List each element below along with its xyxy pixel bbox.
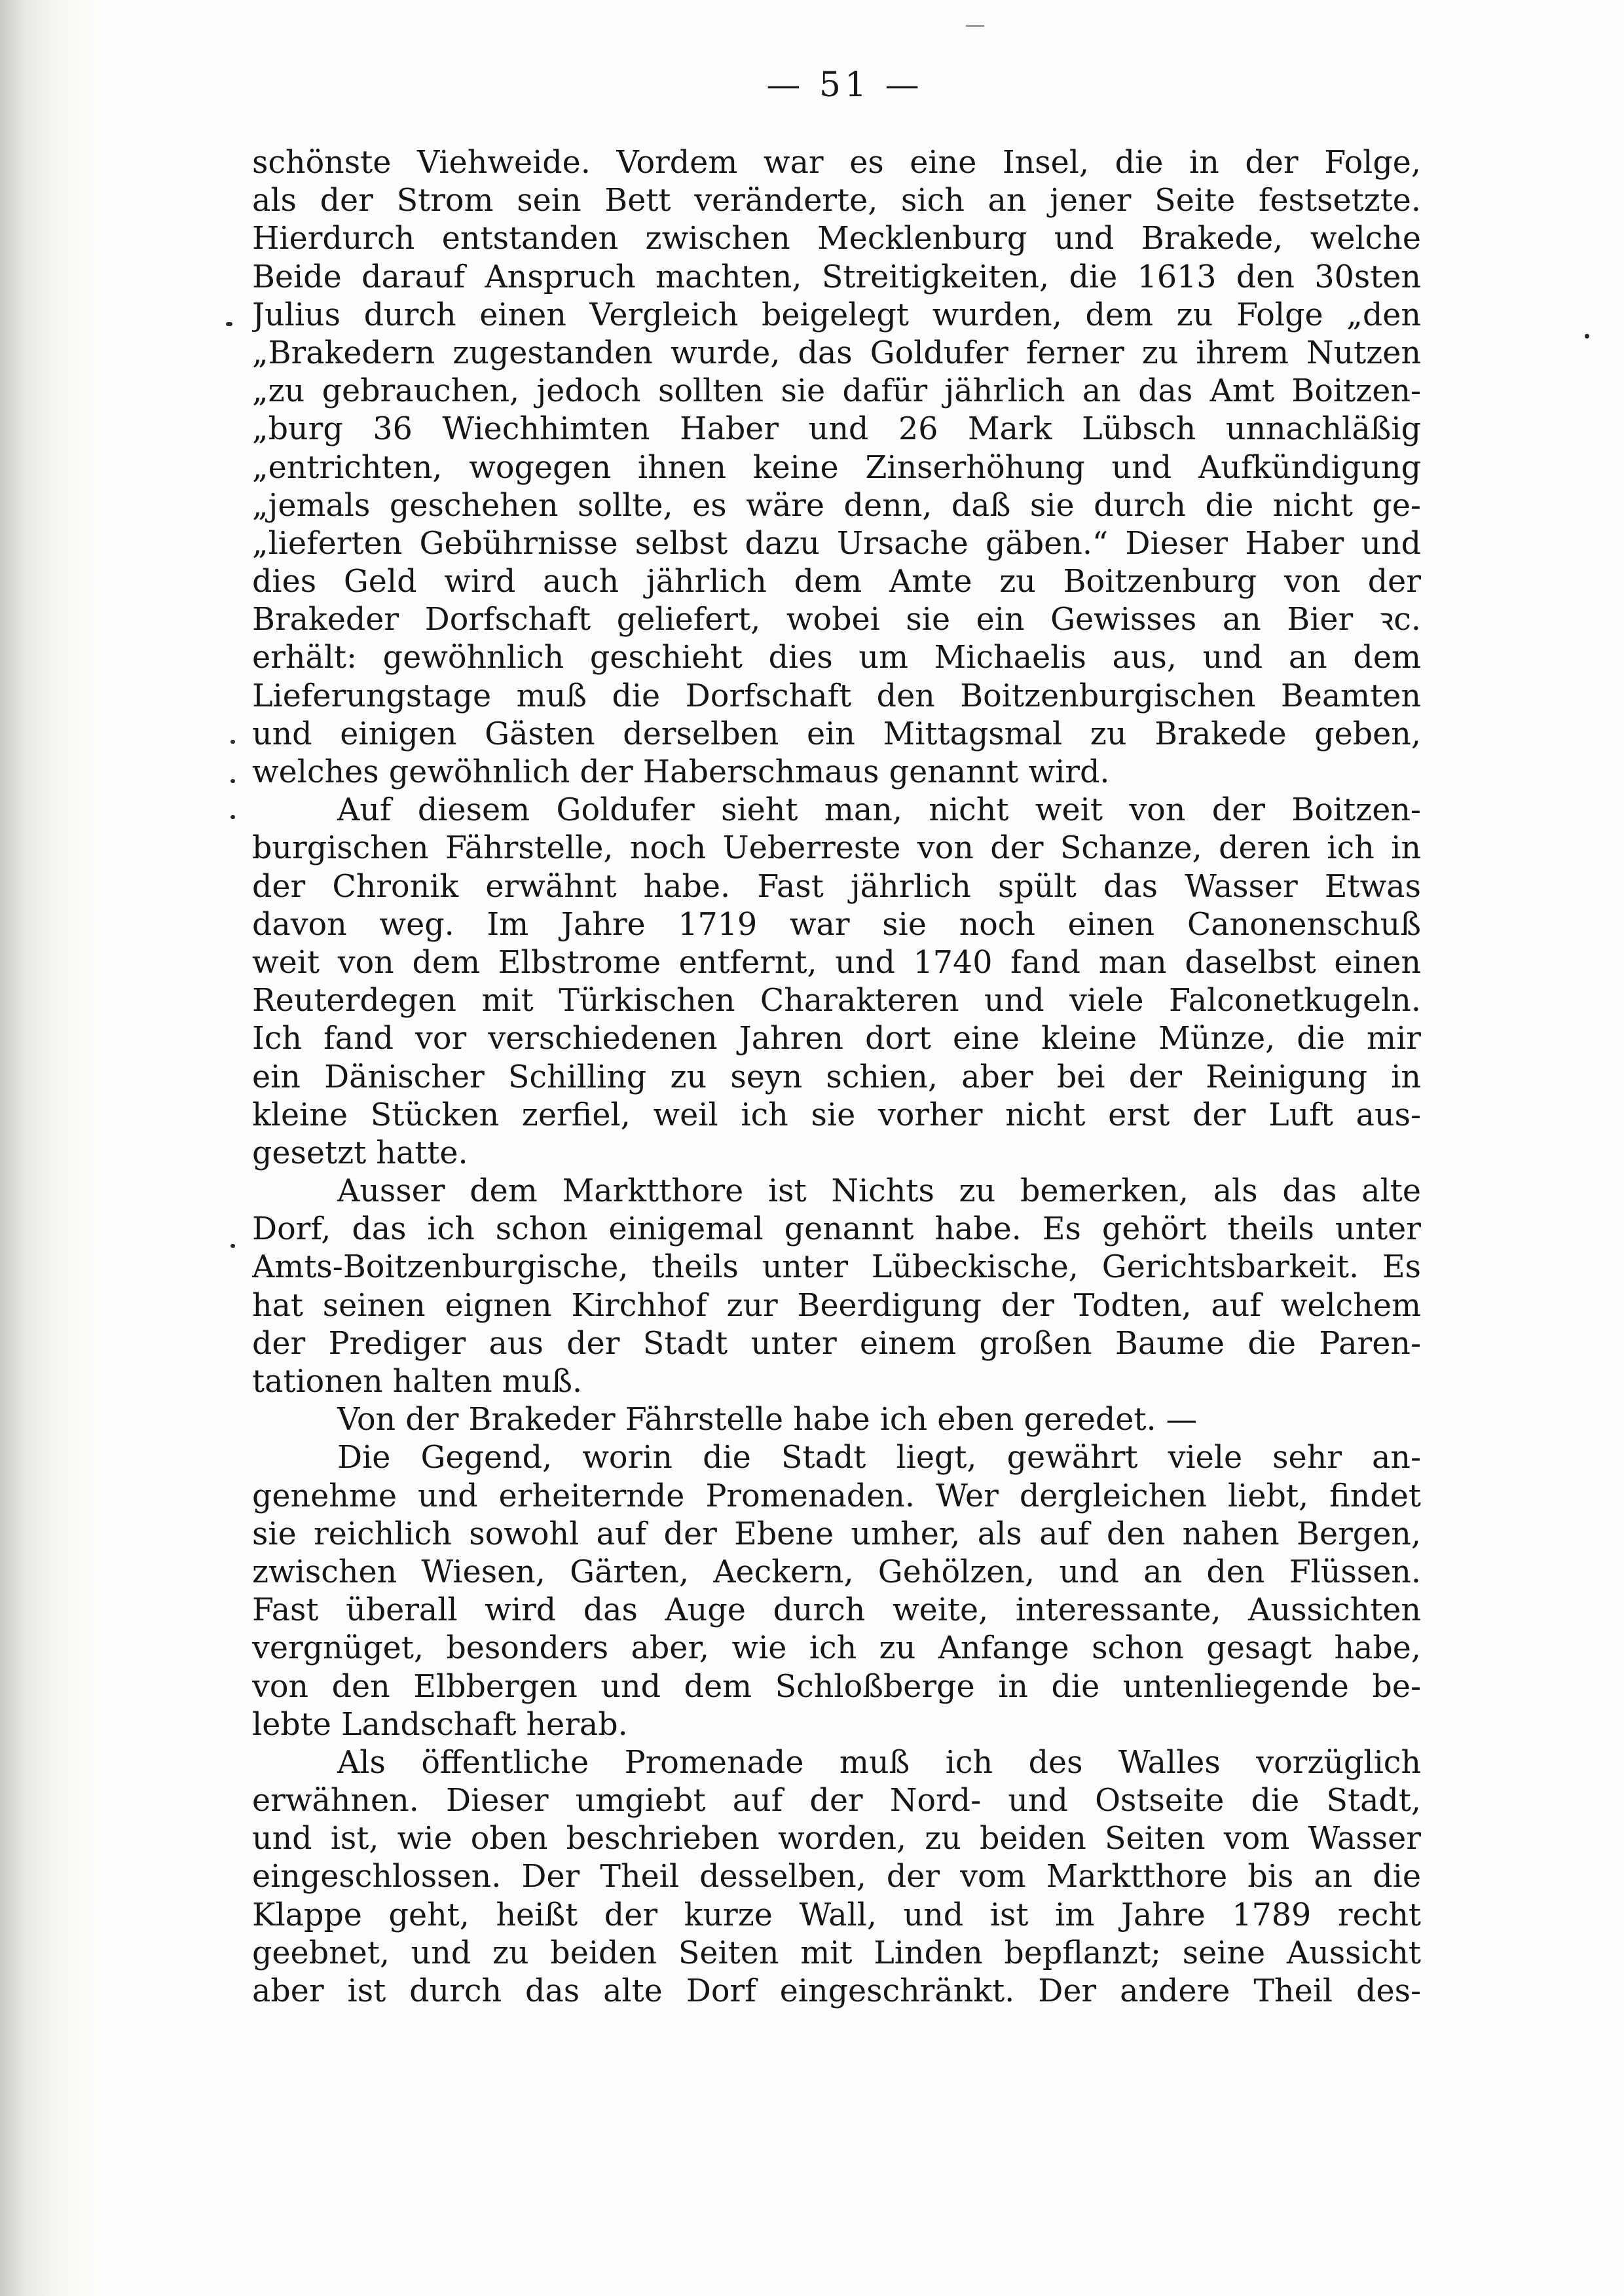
text-line: erhält: gewöhnlich geschieht dies um Michaelis aus, und an dem bbox=[252, 640, 1421, 676]
text-line: lebte Landschaft herab. bbox=[252, 1706, 628, 1743]
text-line: kleine Stücken zerfiel, weil ich sie vorher nicht erst der Luft aus- bbox=[252, 1097, 1421, 1133]
text-line: welches gewöhnlich der Haberschmaus genannt wird. bbox=[252, 754, 1110, 790]
text-line: aber ist durch das alte Dorf eingeschränkt. Der andere Theil des- bbox=[252, 1973, 1421, 2009]
margin-mark bbox=[231, 779, 235, 783]
text-line: Brakeder Dorfschaft geliefert, wobei sie ein Gewisses an Bier ꝛc. bbox=[252, 602, 1421, 638]
scan-mark bbox=[966, 25, 984, 27]
margin-mark bbox=[231, 815, 235, 819]
text-line: Reuterdegen mit Türkischen Charakteren und viele Falconetkugeln. bbox=[252, 983, 1421, 1019]
margin-mark bbox=[231, 740, 235, 744]
text-line: Lieferungstage muß die Dorfschaft den Boitzenburgischen Beamten bbox=[252, 678, 1421, 714]
text-line: „zu gebrauchen, jedoch sollten sie dafür jährlich an das Amt Boitzen- bbox=[252, 373, 1421, 410]
page-number: — 51 — bbox=[766, 65, 923, 105]
text-line: genehme und erheiternde Promenaden. Wer dergleichen liebt, findet bbox=[252, 1478, 1421, 1514]
text-line: gesetzt hatte. bbox=[252, 1135, 468, 1171]
text-line: eingeschlossen. Der Theil desselben, der vom Marktthore bis an die bbox=[252, 1859, 1421, 1895]
text-line: vergnüget, besonders aber, wie ich zu Anfange schon gesagt habe, bbox=[252, 1630, 1421, 1667]
margin-mark bbox=[1585, 334, 1589, 338]
text-line: „lieferten Gebührnisse selbst dazu Ursache gäben.“ Dieser Haber und bbox=[252, 525, 1421, 562]
text-line: zwischen Wiesen, Gärten, Aeckern, Gehölzen, und an den Flüssen. bbox=[252, 1554, 1421, 1590]
margin-mark bbox=[231, 1244, 235, 1248]
text-line: Ausser dem Marktthore ist Nichts zu bemerken, als das alte bbox=[337, 1173, 1421, 1210]
text-line: Auf diesem Goldufer sieht man, nicht weit von der Boitzen- bbox=[337, 792, 1421, 829]
text-line: sie reichlich sowohl auf der Ebene umher, als auf den nahen Bergen, bbox=[252, 1516, 1421, 1552]
text-line: Hierdurch entstanden zwischen Mecklenburg und Brakede, welche bbox=[252, 221, 1421, 257]
text-line: Ich fand vor verschiedenen Jahren dort eine kleine Münze, die mir bbox=[252, 1021, 1421, 1057]
text-line: tationen halten muß. bbox=[252, 1364, 583, 1400]
text-line: Die Gegend, worin die Stadt liegt, gewährt viele sehr an- bbox=[337, 1440, 1421, 1476]
text-line: schönste Viehweide. Vordem war es eine Insel, die in der Folge, bbox=[252, 145, 1421, 181]
body-text bbox=[252, 144, 1421, 2011]
text-line: von den Elbbergen und dem Schloßberge in die untenliegende be- bbox=[252, 1668, 1421, 1705]
text-line: burgischen Fährstelle, noch Ueberreste von der Schanze, deren ich in bbox=[252, 830, 1421, 867]
text-line: „burg 36 Wiechhimten Haber und 26 Mark Lübsch unnachläßig bbox=[252, 411, 1421, 448]
text-line: Fast überall wird das Auge durch weite, interessante, Aussichten bbox=[252, 1592, 1421, 1629]
text-line: der Prediger aus der Stadt unter einem großen Baume die Paren- bbox=[252, 1325, 1421, 1362]
text-line: Dorf, das ich schon einigemal genannt habe. Es gehört theils unter bbox=[252, 1211, 1421, 1248]
text-line: Beide darauf Anspruch machten, Streitigkeiten, die 1613 den 30sten bbox=[252, 259, 1421, 295]
text-line: dies Geld wird auch jährlich dem Amte zu Boitzenburg von der bbox=[252, 564, 1421, 600]
text-line: hat seinen eignen Kirchhof zur Beerdigung der Todten, auf welchem bbox=[252, 1287, 1421, 1324]
text-line: „entrichten, wogegen ihnen keine Zinserhöhung und Aufkündigung bbox=[252, 449, 1421, 486]
text-line: der Chronik erwähnt habe. Fast jährlich spült das Wasser Etwas bbox=[252, 868, 1421, 905]
text-line: „Brakedern zugestanden wurde, das Goldufer ferner zu ihrem Nutzen bbox=[252, 335, 1421, 371]
text-line: geebnet, und zu beiden Seiten mit Linden bepflanzt; seine Aussicht bbox=[252, 1935, 1421, 1971]
text-line: erwähnen. Dieser umgiebt auf der Nord- und Ostseite die Stadt, bbox=[252, 1783, 1421, 1819]
text-line: und ist, wie oben beschrieben worden, zu beiden Seiten vom Wasser bbox=[252, 1821, 1421, 1857]
text-line: und einigen Gästen derselben ein Mittagsmal zu Brakede geben, bbox=[252, 716, 1421, 752]
text-line: Amts-Boitzenburgische, theils unter Lübeckische, Gerichtsbarkeit. Es bbox=[252, 1249, 1421, 1286]
margin-mark bbox=[226, 322, 232, 326]
text-line: weit von dem Elbstrome entfernt, und 1740 fand man daselbst einen bbox=[252, 944, 1421, 981]
text-line: Als öffentliche Promenade muß ich des Walles vorzüglich bbox=[337, 1744, 1421, 1781]
text-line: davon weg. Im Jahre 1719 war sie noch einen Canonenschuß bbox=[252, 906, 1421, 943]
text-line: Klappe geht, heißt der kurze Wall, und ist im Jahre 1789 recht bbox=[252, 1897, 1421, 1933]
text-line: Julius durch einen Vergleich beigelegt wurden, dem zu Folge „den bbox=[252, 297, 1421, 333]
text-line: ein Dänischer Schilling zu seyn schien, aber bei der Reinigung in bbox=[252, 1059, 1421, 1095]
text-line: als der Strom sein Bett veränderte, sich an jener Seite festsetzte. bbox=[252, 183, 1421, 219]
binding-shadow bbox=[0, 0, 98, 2296]
text-line: „jemals geschehen sollte, es wäre denn, daß sie durch die nicht ge- bbox=[252, 487, 1421, 524]
text-line: Von der Brakeder Fährstelle habe ich eben geredet. — bbox=[337, 1402, 1198, 1438]
